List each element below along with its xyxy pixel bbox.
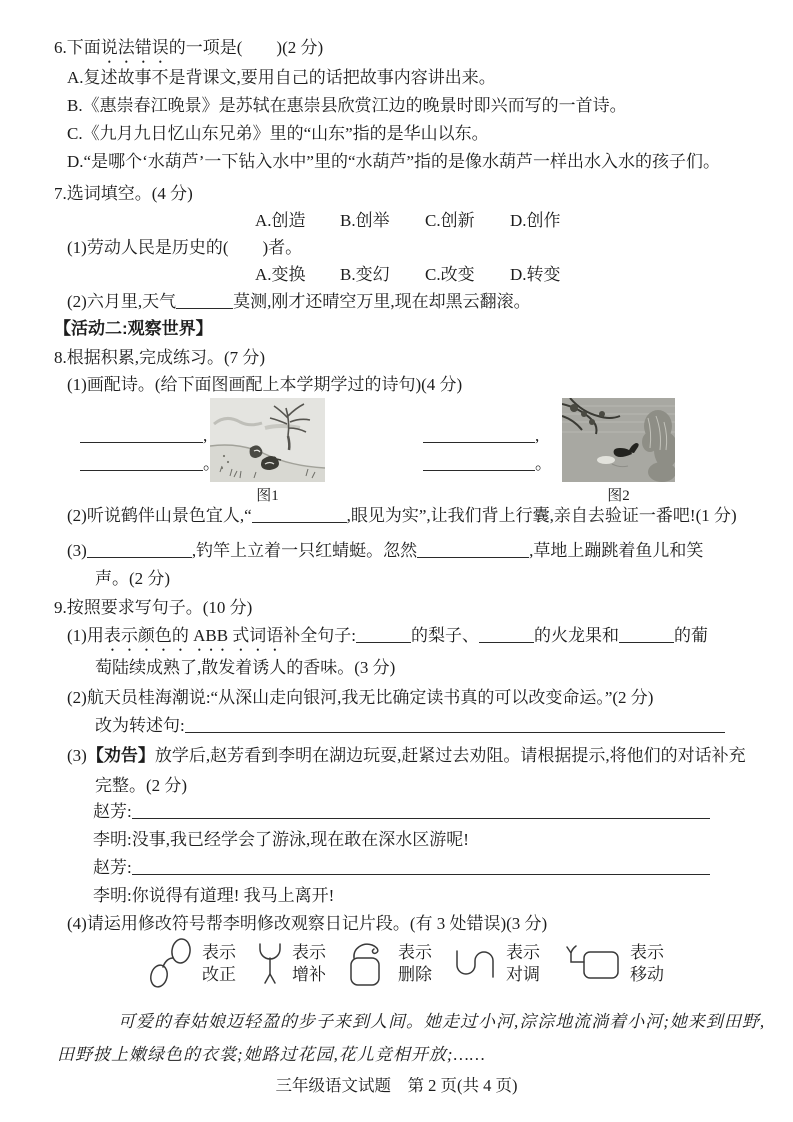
mark-item-correct: 表示 改正: [148, 938, 236, 990]
q9-advise-tag: 【劝告】: [86, 746, 155, 765]
q9-sub3-cont: 完整。(2 分): [95, 776, 188, 795]
mark-item-move: 表示 移动: [562, 942, 664, 986]
fig1-answer-line2: 。: [80, 452, 220, 475]
q6-option-b: B.《惠崇春江晚景》是苏轼在惠崇县欣赏江边的晚景时即兴而写的一首诗。: [67, 96, 627, 115]
mark-item-swap: 表示 对调: [454, 942, 540, 986]
q9-sub1: (1)用表示颜色的 ABB 式词语补全句子: 的梨子、 的火龙果和 的葡: [67, 626, 709, 645]
figure2-caption: 图2: [607, 488, 630, 504]
q7-choices-row2: [255, 263, 595, 286]
page-footer: 三年级语文试题 第 2 页(共 4 页): [275, 1076, 518, 1095]
q8-sub3-cont: 声。(2 分): [95, 569, 171, 588]
q8-sub1: (1)画配诗。(给下面图画配上本学期学过的诗句)(4 分): [67, 375, 463, 394]
q8-sub2-blank: [252, 507, 347, 523]
q7-row1-a: A.创造: [255, 211, 306, 230]
delete-mark-icon: [348, 940, 390, 988]
q7-row1-d: D.创作: [510, 211, 561, 230]
diary-passage-line2: 田野披上嫩绿色的衣裳;她路过花园,花儿竞相开放;……: [57, 1045, 486, 1064]
figure1-painting: [210, 398, 325, 487]
q9-sub2-answer: 改为转述句:: [95, 714, 725, 737]
proofreading-marks-legend: [148, 938, 664, 990]
dialogue-line3: 赵芳:: [93, 856, 710, 879]
move-mark-icon: [562, 944, 622, 984]
q6-emphasized-text: 说法错误: [100, 38, 169, 57]
q6-option-d: D.“是哪个‘水葫芦’一下钻入水中”里的“水葫芦”指的是像水葫芦一样出水入水的孩子们。: [67, 152, 721, 171]
q7-row2-c: C.改变: [425, 265, 475, 284]
q8-sub3-blank2: [417, 542, 529, 558]
figure1-caption: 图1: [256, 488, 279, 504]
figure2-photo: [562, 398, 675, 487]
q8-sub2: (2)听说鹤伴山景色宜人,“ ,眼见为实”,让我们背上行囊,亲自去验证一番吧!(1 分): [67, 506, 737, 525]
mark-item-delete: 表示 删除: [348, 940, 432, 988]
q9-stem: 9.按照要求写句子。(10 分): [54, 598, 253, 617]
q6-number: 6.: [54, 38, 67, 57]
q6-stem: 6.下面说法错误的一项是( )(2 分): [54, 38, 324, 57]
q9-sub1-cont: 萄陆续成熟了,散发着诱人的香味。(3 分): [95, 658, 396, 677]
q8-sub3: (3) ,钓竿上立着一只红蜻蜓。忽然 ,草地上蹦跳着鱼儿和笑: [67, 541, 704, 560]
dialogue-line1: 赵芳:: [93, 800, 710, 823]
q8-stem: 8.根据积累,完成练习。(7 分): [54, 348, 266, 367]
q9-emphasized-text: 表示颜色的 ABB 式词语: [103, 626, 284, 645]
correct-mark-icon: [148, 938, 194, 990]
section2-header: 【活动二:观察世界】: [54, 319, 213, 338]
q9-color-blank2: [479, 627, 534, 643]
mark-item-insert: 表示 增补: [258, 941, 326, 987]
q7-row1-c: C.创新: [425, 211, 475, 230]
dialogue-line4: 李明:你说得有道理! 我马上离开!: [93, 886, 335, 905]
q7-sub1: (1)劳动人民是历史的( )者。: [67, 238, 303, 257]
q9-sub2: (2)航天员桂海潮说:“从深山走向银河,我无比确定读书真的可以改变命运。”(2 分): [67, 688, 654, 707]
q7-row2-b: B.变幻: [340, 265, 390, 284]
q7-row1-b: B.创举: [340, 211, 390, 230]
q9-sub4: (4)请运用修改符号帮李明修改观察日记片段。(有 3 处错误)(3 分): [67, 914, 548, 933]
fig2-answer-line1: ,: [423, 424, 539, 447]
q8-sub3-blank1: [87, 542, 192, 558]
fig1-answer-line1: ,: [80, 424, 207, 447]
dialogue-blank1: [132, 803, 710, 819]
q6-option-c: C.《九月九日忆山东兄弟》里的“山东”指的是华山以东。: [67, 124, 489, 143]
diary-passage-line1: 可爱的春姑娘迈轻盈的步子来到人间。她走过小河,淙淙地流淌着小河;她来到田野,: [118, 1012, 766, 1031]
q6-option-a: A.复述故事不是背课文,要用自己的话把故事内容讲出来。: [67, 68, 496, 87]
q7-fill-blank: [176, 293, 233, 309]
q9-sub3: (3)【劝告】放学后,赵芳看到李明在湖边玩耍,赶紧过去劝阻。请根据提示,将他们的对话补充: [67, 746, 746, 765]
q7-row2-a: A.变换: [255, 265, 306, 284]
q9-retell-blank: [185, 717, 725, 733]
swap-mark-icon: [454, 947, 498, 981]
q9-color-blank1: [356, 627, 411, 643]
fig2-answer-line2: 。: [423, 452, 552, 475]
dialogue-blank2: [132, 859, 710, 875]
q9-color-blank3: [619, 627, 674, 643]
q7-stem: 7.选词填空。(4 分): [54, 184, 193, 203]
q7-sub2: (2)六月里,天气 莫测,刚才还晴空万里,现在却黑云翻滚。: [67, 292, 531, 311]
insert-mark-icon: [258, 941, 284, 987]
dialogue-line2: 李明:没事,我已经学会了游泳,现在敢在深水区游呢!: [93, 830, 469, 849]
q7-row2-d: D.转变: [510, 265, 561, 284]
q7-choices-row1: [255, 209, 595, 232]
